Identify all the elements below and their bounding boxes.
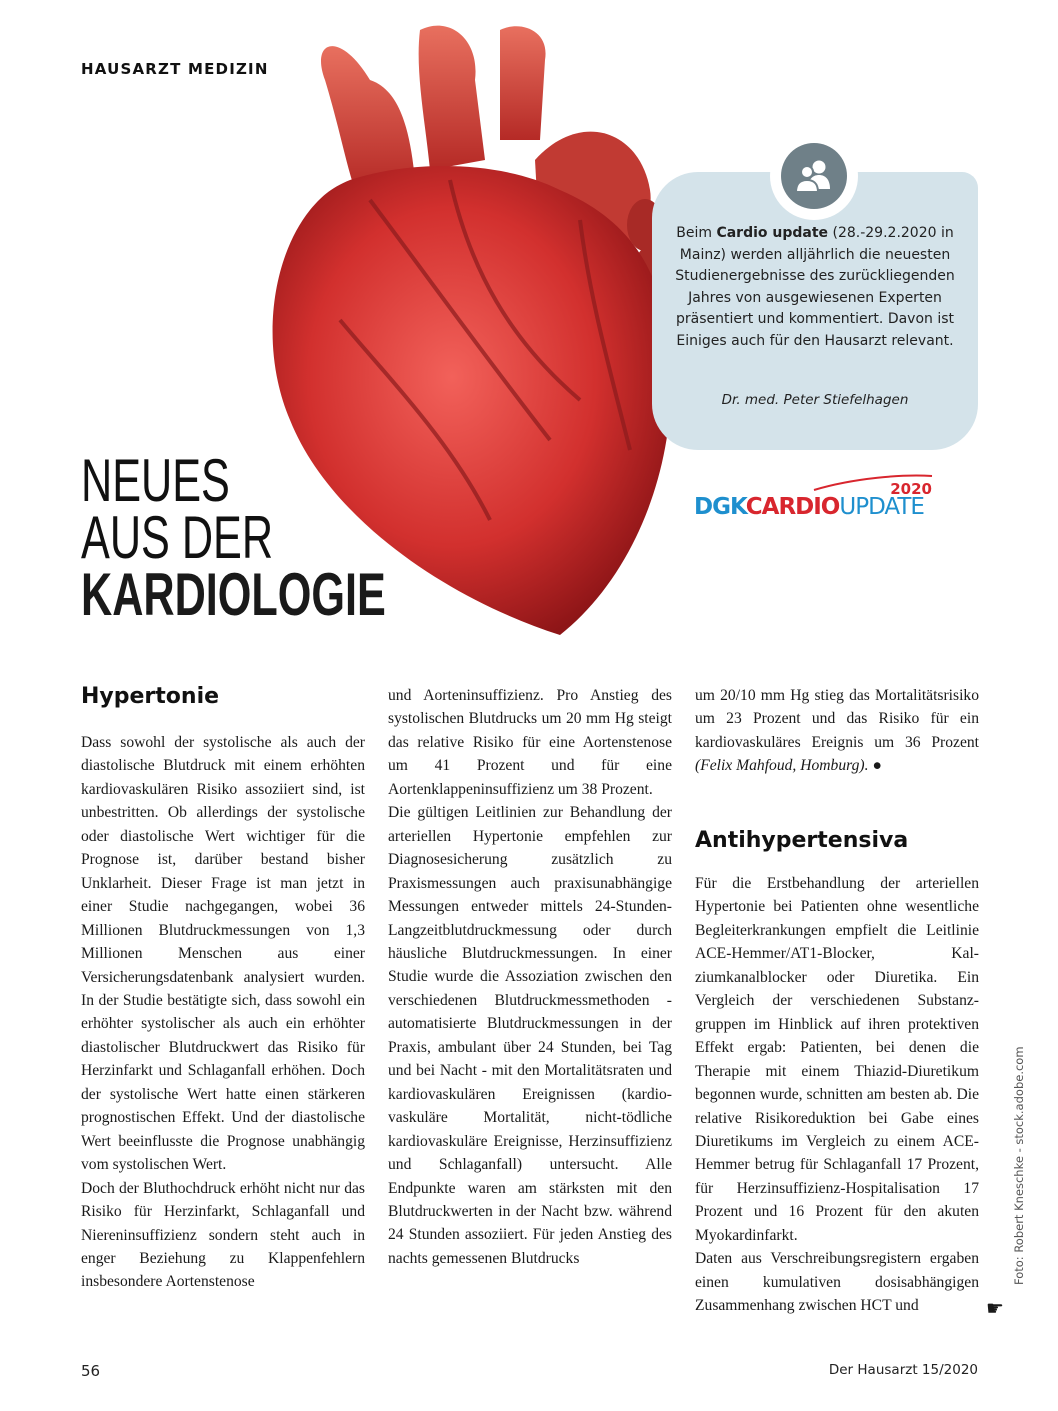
end-bullet-icon: ● <box>872 757 882 775</box>
column-1 <box>81 731 365 1294</box>
page-number: 56 <box>81 1362 101 1380</box>
paragraph: Dass sowohl der systolische als auch der diastolische Blutdruck mit einem erhöhten kardiovaskulären Risiko assoziiert sind, ist unbestritten. Ob allerdings der systolische oder diastolische Wert wichtiger für die Prognose ist, darüber bestand bisher Unklarheit. Dieser Frage ist man jetzt in einer Studie nachgegangen, wobei 36 Millionen Blutdruckmessungen von 1,3 Millionen Menschen aus einer Versicherungsdatenbank analysiert wurden. In der Studie bestätigte sich, dass sowohl ein erhöhter systolischer als auch ein erhöhter diastolischer Blutdruckwert das Risiko für Herzinfarkt und Schlaganfall erhöhen. Doch der systolische Wert hatte einen stärkeren prognostischen Effekt. Und der diastolische Wert beeinflusste die Prognose unabhängig vom systolischen Wert. <box>81 734 365 1174</box>
title-line-1: NEUES <box>81 447 230 514</box>
column-3-top <box>695 684 979 778</box>
article-title <box>81 447 386 628</box>
info-box-text: Beim Cardio update (28.-29.2.2020 in Mainz) werden alljährlich die neuesten Studienergebnisse des zurückliegenden Jahres von ausgewiesenen Experten präsentiert und kommentiert. Davon ist Einiges auch für den Hausarzt relevant. <box>675 225 955 349</box>
info-box-author: Dr. med. Peter Stiefelhagen <box>721 392 909 408</box>
paragraph: Für die Erstbehandlung der arteriellen Hypertonie bei Patienten ohne wesentliche Begleiterkrankungen empfielt die Leitlinie ACE-Hemmer/AT1-Blocker, Kalziumkanalblocker oder Diuretika. Ein Vergleich der verschiedenen Substanzgruppen im Hinblick auf ihren protektiven Effekt ergab: Patienten, bei denen die Therapie mit einem Thiazid-Diuretikum begonnen wurde, schnitten am besten ab. Die relative Risikoreduktion bei Gabe eines Diuretikums im Vergleich zu einem ACE-Hemmer betrug für Schlaganfall 17 Prozent, für Herzinsuffizienz-Hospitalisation 17 Prozent und 16 Prozent für den akuten Myokardinfarkt. <box>695 875 979 1244</box>
section-label: HAUSARZT MEDIZIN <box>81 60 269 78</box>
column-2 <box>388 684 672 1270</box>
title-line-2: AUS DER <box>81 504 274 571</box>
title-line-3: KARDIOLOGIE <box>81 561 386 628</box>
paragraph: um 20/10 mm Hg stieg das Mortalitätsrisiko um 23 Prozent und das Risiko für ein kardiovaskuläres Ereignis um 36 Prozent (Felix Mahfoud, Homburg). ● <box>695 687 979 775</box>
column-3 <box>695 872 979 1318</box>
paragraph: Die gültigen Leitlinien zur Behandlung der arteriellen Hypertonie empfehlen zur Diagnosesicherung zusätzlich zu Praxismessungen auch praxisunabhängige Messungen entweder mittels 24-Stunden-Langzeitblutdruckmessung oder durch häusliche Blutdruckmessungen. In einer Studie wurde die Assoziation zwischen den verschiedenen Blutdruckmessmethoden - automatisierte Blutdruckmessungen in der Praxis, ambulant über 24 Stunden, bei Tag und bei Nacht - mit den Mortalitätsraten und kardiovaskulären Ereignissen (kardiovaskuläre Mortalität, nicht-tödliche kardiovaskuläre Ereignisse, Herzinsuffizienz und Schlaganfall) untersucht. Alle Endpunkte waren am stärksten mit den Blutdruckwerten in der Nacht bzw. während 24 Stunden assoziiert. Für jeden Anstieg des nachts gemessenen Blutdrucks <box>388 804 672 1267</box>
heading-antihypertensiva: Antihypertensiva <box>695 828 909 853</box>
paragraph: Daten aus Verschreibungsregistern ergaben einen kumulativen dosisabhängigen Zusammenhang zwischen HCT und <box>695 1250 979 1315</box>
heading-hypertonie: Hypertonie <box>81 684 220 709</box>
photo-credit: Foto: Robert Kneschke - stock.adobe.com <box>1012 1046 1026 1285</box>
people-icon <box>781 143 847 209</box>
paragraph: und Aorteninsuffizienz. Pro Anstieg des systolischen Blutdrucks um 20 mm Hg steigt das relative Risiko für eine Aortenstenose um 41 Prozent und für eine Aortenklappeninsuffizienz um 38 Prozent. <box>388 687 672 798</box>
issue-label: Der Hausarzt 15/2020 <box>828 1362 978 1378</box>
continue-hand-icon: ☛ <box>986 1298 1004 1320</box>
paragraph: Doch der Bluthochdruck erhöht nicht nur das Risiko für Herzinfarkt, Schlaganfall und Niereninsuffizienz sondern steht auch in enger Beziehung zu Klappenfehlern insbesondere Aortenstenose <box>81 1179 365 1291</box>
dgk-cardio-update-logo: 2020 DGKCARDIOUPDATE <box>694 472 934 522</box>
